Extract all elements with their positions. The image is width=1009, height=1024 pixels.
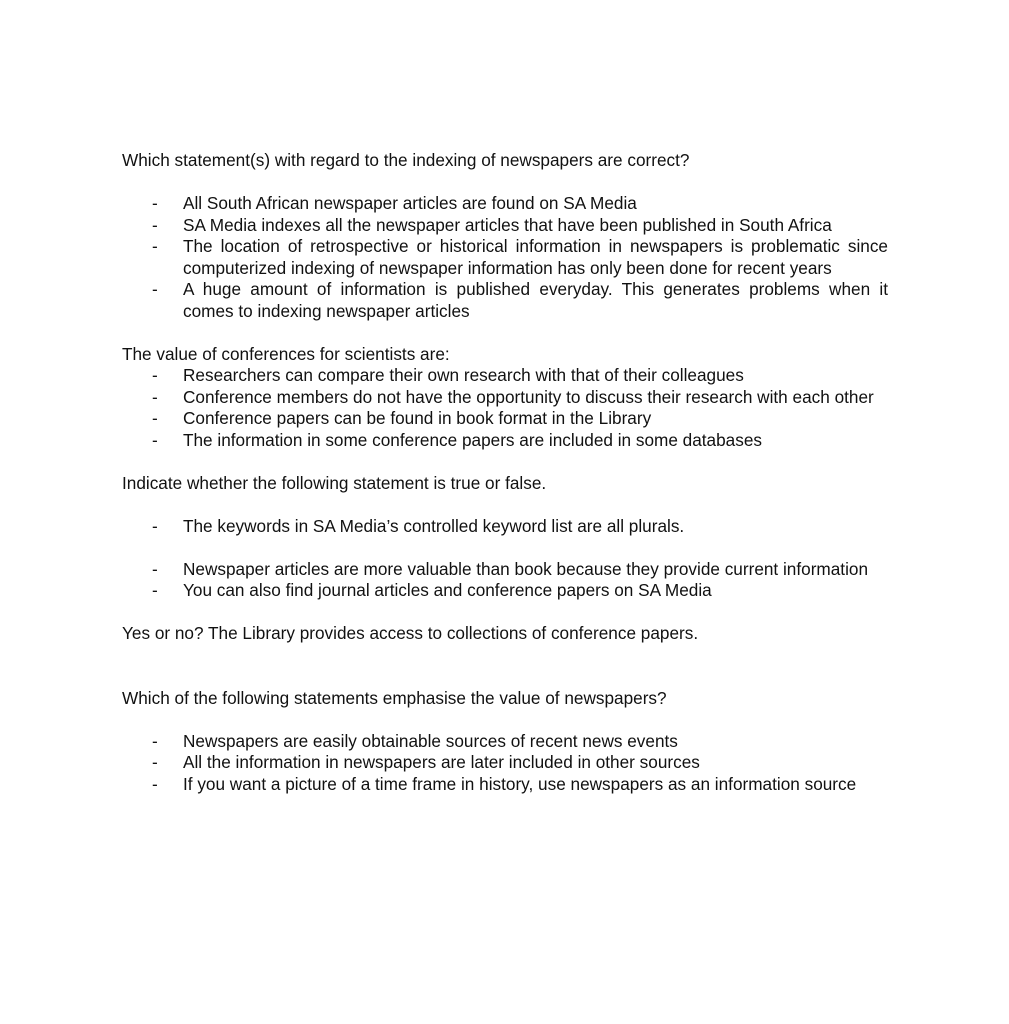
list-item: - The information in some conference papers are included in some databases (122, 430, 888, 452)
list-item: - If you want a picture of a time frame in history, use newspapers as an information source (122, 774, 888, 796)
statement-list-true-false (122, 516, 888, 602)
list-item: - SA Media indexes all the newspaper articles that have been published in South Africa (122, 215, 888, 237)
spacer (122, 322, 888, 344)
statement-list-indexing (122, 193, 888, 322)
question-true-false: Indicate whether the following statement is true or false. (122, 472, 547, 493)
list-item: - Newspapers are easily obtainable sources of recent news events (122, 731, 888, 753)
spacer (122, 602, 888, 624)
question-value-newspapers: Which of the following statements emphasise the value of newspapers? (122, 687, 667, 708)
list-item: - Newspaper articles are more valuable than book because they provide current information (122, 559, 888, 581)
spacer (122, 494, 888, 516)
question-value-conferences: The value of conferences for scientists are: (122, 343, 450, 364)
list-item: - The location of retrospective or historical information in newspapers is problematic since computerized indexing of newspaper information has only been done for recent years (122, 236, 888, 279)
spacer (122, 172, 888, 194)
question-yes-no: Yes or no? The Library provides access to collections of conference papers. (122, 623, 699, 643)
list-item: - All South African newspaper articles are found on SA Media (122, 193, 888, 215)
spacer (122, 645, 888, 688)
statement-list-newspapers (122, 731, 888, 796)
document-body (122, 150, 888, 795)
spacer (122, 709, 888, 731)
list-item: - All the information in newspapers are later included in other sources (122, 752, 888, 774)
statement-list-conferences (122, 365, 888, 451)
list-item: - The keywords in SA Media’s controlled keyword list are all plurals. (122, 516, 888, 538)
list-item: - You can also find journal articles and conference papers on SA Media (122, 580, 888, 602)
list-item: - Conference papers can be found in book format in the Library (122, 408, 888, 430)
spacer (122, 451, 888, 473)
list-item: - A huge amount of information is published everyday. This generates problems when it comes to indexing newspaper articles (122, 279, 888, 322)
list-item: - Conference members do not have the opportunity to discuss their research with each other (122, 387, 888, 409)
list-item: - Researchers can compare their own research with that of their colleagues (122, 365, 888, 387)
question-indexing-newspapers: Which statement(s) with regard to the indexing of newspapers are correct? (122, 150, 690, 170)
